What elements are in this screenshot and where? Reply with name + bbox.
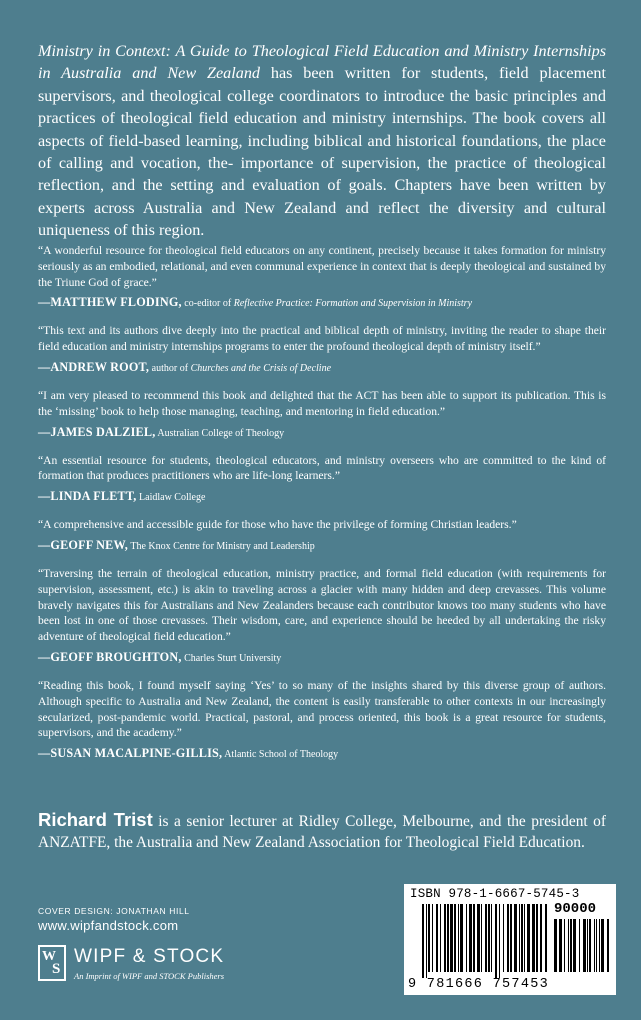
endorsement-attribution <box>38 489 606 505</box>
barcode-bar <box>432 904 433 972</box>
publisher-tagline: An Imprint of WIPF and STOCK Publishers <box>74 971 225 981</box>
endorsement-text: “This text and its authors dive deeply into the practical and biblical depth of ministry, inviting the reader to shape their field education and ministry internships programs to enter the profound theological depth of ministry itself.” <box>38 324 606 354</box>
endorsement-attribution <box>38 538 606 554</box>
barcode-bar <box>481 904 482 972</box>
endorser-affiliation <box>149 363 331 374</box>
barcode-bar <box>507 904 509 972</box>
barcode-bar <box>491 904 492 972</box>
barcode-bar <box>579 919 580 972</box>
endorsements <box>38 243 606 774</box>
affiliation-text: author of <box>149 362 191 374</box>
publisher-website: www.wipfandstock.com <box>38 918 179 933</box>
barcode-bar <box>440 904 441 972</box>
publisher-name: WIPF & STOCK <box>74 946 225 967</box>
book-blurb <box>38 40 606 242</box>
barcode-bar <box>477 904 480 972</box>
barcode-bar <box>436 904 438 972</box>
affiliation-title: Churches and the Crisis of Decline <box>190 362 332 374</box>
barcode-bar <box>524 904 525 972</box>
barcode-bar <box>521 904 523 972</box>
endorser-affiliation <box>182 298 472 309</box>
barcode-bar <box>601 919 604 972</box>
barcode-bar <box>536 904 538 972</box>
barcode-bar <box>564 919 565 972</box>
affiliation-text: co-editor of <box>181 298 234 310</box>
barcode-bar <box>545 904 547 972</box>
endorsement <box>38 678 606 762</box>
endorsement-attribution <box>38 746 606 762</box>
barcode-bar <box>589 919 591 972</box>
barcode-bar <box>594 919 595 972</box>
endorsement-attribution <box>38 650 606 666</box>
endorser-name: — JAMES DALZIEL, <box>38 425 155 439</box>
barcode-bar <box>444 904 446 972</box>
endorser-name: — GEOFF NEW, <box>38 538 128 552</box>
barcode-bar <box>554 919 557 972</box>
endorsement-attribution <box>38 425 606 441</box>
barcode-bars <box>422 904 548 978</box>
author-bio <box>38 809 606 853</box>
endorser-name: — LINDA FLETT, <box>38 489 137 503</box>
barcode-bar <box>510 904 512 972</box>
endorsement <box>38 323 606 376</box>
endorsement <box>38 517 606 554</box>
barcode-bar <box>473 904 475 972</box>
ws-logo-icon: W S <box>38 945 66 981</box>
endorser-affiliation: Charles Sturt University <box>181 652 282 664</box>
barcode-bar <box>488 904 490 972</box>
barcode-bar <box>450 904 453 972</box>
isbn-number: ISBN 978-1-6667-5745-3 <box>410 887 580 901</box>
publisher-logo <box>38 945 298 985</box>
endorsement-text: “I am very pleased to recommend this book and delighted that the ACT has been able to support its publication. This is the ‘missing’ book to help those managing, teaching, and mentoring in field education.” <box>38 388 606 418</box>
endorsement <box>38 453 606 506</box>
barcode-bar <box>607 919 609 972</box>
barcode-bar <box>570 919 572 972</box>
addon-barcode-bars <box>554 919 610 978</box>
barcode-bar <box>596 919 597 972</box>
endorser-affiliation: Laidlaw College <box>136 492 206 504</box>
endorser-name: — MATTHEW FLODING, <box>38 295 182 309</box>
barcode-bar <box>428 904 430 972</box>
endorsement-text: “Reading this book, I found myself saying ‘Yes’ to so many of the insights shared by this diverse group of authors. Although specific to Australia and New Zealand, the content is easily transferable to other contexts in our increasingly secularized, post-pandemic world. Practical, pastoral, and process oriented, this book is a great resource for students, supervisors, and the academy.” <box>38 678 606 740</box>
barcode-bar <box>514 904 517 972</box>
endorsement-text: “An essential resource for students, theological educators, and ministry overseers who are committed to the kind of formation that produces practitioners who are life-long learners.” <box>38 453 606 483</box>
endorsement <box>38 243 606 311</box>
blurb-body: has been written for students, field placement supervisors, and theological college coordinators to introduce the basic principles and practices of theological field education and ministry internships. The book covers all aspects of field-based learning, including biblical and historical foundations, the place of calling and vocation, the- importance of supervision, the practice of theological reflection, and the setting and evaluation of goals. Chapters have been written by experts across Australia and New Zealand and reflect the diversity and cultural uniqueness of this region. <box>38 64 606 240</box>
barcode-bar <box>454 904 456 972</box>
barcode-bar <box>447 904 449 972</box>
barcode-bar <box>559 919 562 972</box>
cover-design-credit: COVER DESIGN: JONATHAN HILL <box>38 906 190 916</box>
endorsement <box>38 388 606 441</box>
isbn-barcode <box>404 884 616 995</box>
author-name: Richard Trist <box>38 809 153 830</box>
barcode-bar <box>568 919 569 972</box>
endorser-name: — SUSAN MACALPINE-GILLIS, <box>38 746 222 760</box>
barcode-bar <box>426 904 427 978</box>
barcode-bar <box>587 919 588 972</box>
endorser-affiliation: Atlantic School of Theology <box>222 749 339 761</box>
barcode-bar <box>503 904 504 972</box>
price-code: 90000 <box>554 901 597 917</box>
barcode-bar <box>458 904 459 972</box>
endorsement-text: “Traversing the terrain of theological education, ministry practice, and formal field education (with requirements for supervision, assessment, etc.) is akin to traveling across a glacier with many hidden and deep crevasses. This volume bravely navigates this for Australians and New Zealanders because each contributor knows too many students who have been lost in one of those crevasses. Their wisdom, care, and experience should be heeded by all undertaking the risky adventure of theological field education.” <box>38 566 606 644</box>
endorser-affiliation: The Knox Centre for Ministry and Leadership <box>128 540 315 552</box>
barcode-bar <box>466 904 467 972</box>
barcode-bar <box>519 904 520 972</box>
barcode-bar <box>495 904 497 978</box>
barcode-bar <box>469 904 472 972</box>
barcode-bar <box>532 904 535 972</box>
endorsement-attribution <box>38 295 606 311</box>
barcode-bar <box>460 904 463 972</box>
endorser-name: — ANDREW ROOT, <box>38 360 149 374</box>
barcode-bar <box>540 904 542 972</box>
barcode-bar <box>485 904 487 972</box>
endorser-name: — GEOFF BROUGHTON, <box>38 650 182 664</box>
barcode-bar <box>527 904 530 972</box>
endorsement-attribution <box>38 360 606 376</box>
endorsement-text: “A comprehensive and accessible guide for those who have the privilege of forming Christian leaders.” <box>38 518 517 532</box>
endorsement <box>38 566 606 666</box>
author-bio-text: is a senior lecturer at Ridley College, Melbourne, and the president of ANZATFE, the Australia and New Zealand Association for Theological Field Education. <box>38 813 606 851</box>
barcode-bar <box>599 919 600 972</box>
book-title: Ministry in Context: A Guide to Theological Field Education and Ministry Internships in Australia and New Zealand <box>38 42 606 83</box>
barcode-bar <box>422 904 424 978</box>
affiliation-title: Reflective Practice: Formation and Supervision in Ministry <box>233 298 473 310</box>
barcode-digits: 9 781666 757453 <box>408 977 550 992</box>
credits <box>38 906 338 933</box>
endorsement-text: “A wonderful resource for theological field educators on any continent, precisely because it takes formation for ministry seriously as an embodied, relational, and even communal experience in context that is deeply theological and sustained by the Triune God of grace.” <box>38 244 606 289</box>
barcode-bar <box>499 904 500 978</box>
barcode-bar <box>583 919 586 972</box>
barcode-bar <box>573 919 576 972</box>
endorser-affiliation: Australian College of Theology <box>155 427 285 439</box>
